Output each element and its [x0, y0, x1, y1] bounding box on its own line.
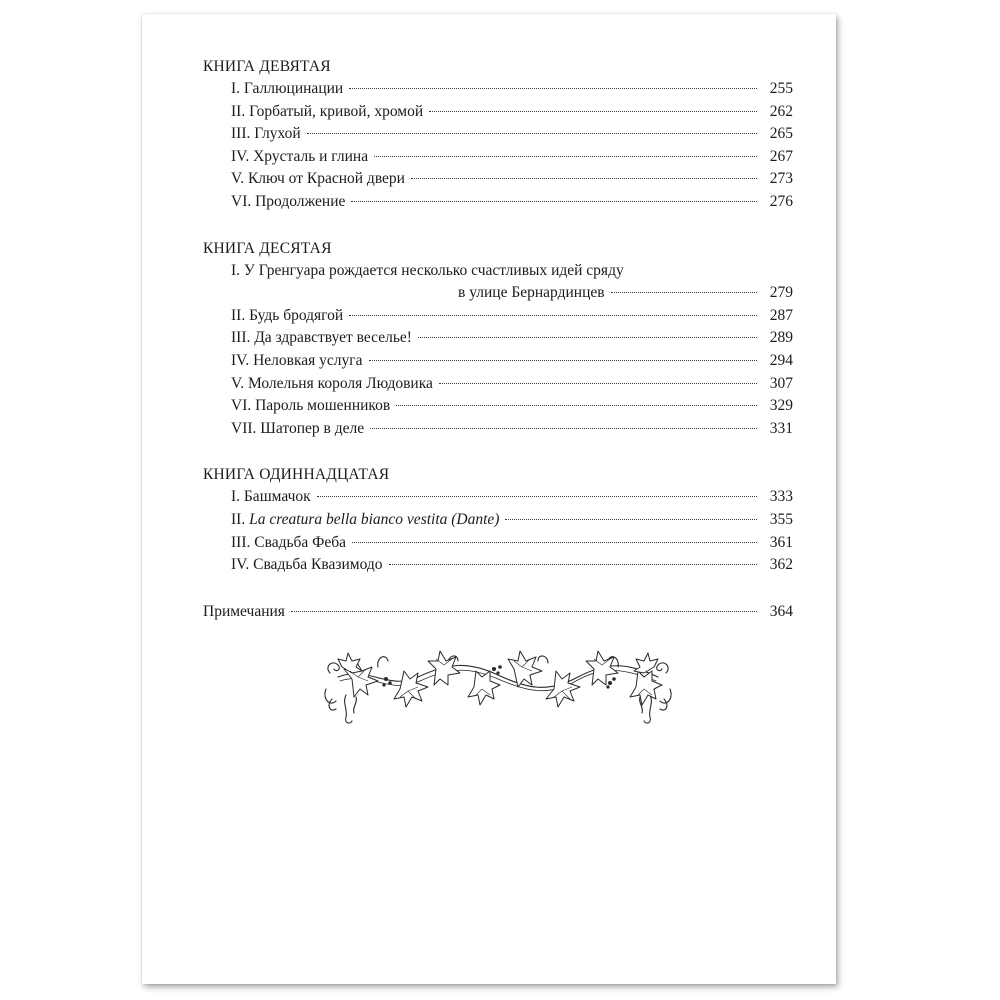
toc-entry [203, 191, 793, 214]
page-number: 355 [769, 510, 793, 528]
toc-entry [203, 168, 793, 191]
vine-ornament-icon [318, 639, 678, 734]
dot-leader [317, 496, 757, 497]
chapter-title: VI. Продолжение [231, 192, 346, 210]
page-number: 307 [769, 374, 793, 392]
notes-section [203, 601, 793, 624]
dot-leader [351, 201, 757, 202]
toc-entry [203, 418, 793, 441]
page-number: 289 [769, 329, 793, 347]
toc-entry [203, 305, 793, 328]
page-number: 294 [769, 351, 793, 369]
toc-entry [203, 486, 793, 509]
page-number: 279 [769, 284, 793, 302]
chapter-title: IV. Свадьба Квазимодо [231, 556, 383, 574]
dot-leader [307, 133, 757, 134]
chapter-title: I. У Гренгуара рождается несколько счастливых идей сряду [231, 261, 624, 279]
dot-leader [611, 292, 757, 293]
dot-leader [374, 156, 757, 157]
chapter-title: III. Глухой [231, 125, 301, 143]
chapter-title: II. Будь бродягой [231, 306, 344, 324]
dot-leader [439, 383, 757, 384]
notes-title: Примечания [203, 602, 285, 620]
page-number: 362 [769, 556, 793, 574]
toc-entry [203, 282, 793, 305]
toc-entry [203, 350, 793, 373]
toc-entry [203, 554, 793, 577]
page-number: 364 [769, 602, 793, 620]
book-title: КНИГА ДЕСЯТАЯ [203, 239, 332, 257]
book-page [142, 14, 836, 984]
toc-entry [203, 327, 793, 350]
toc-entry [203, 78, 793, 101]
dot-leader [370, 428, 757, 429]
page-number: 329 [769, 397, 793, 415]
chapter-title: VI. Пароль мошенников [231, 397, 391, 415]
book-title: КНИГА ОДИННАДЦАТАЯ [203, 466, 390, 484]
chapter-title: V. Молельня короля Людовика [231, 374, 433, 392]
chapter-title: III. Да здравствует веселье! [231, 329, 412, 347]
toc-entry [203, 373, 793, 396]
chapter-title: I. Галлюцинации [231, 80, 344, 97]
toc-entry [203, 509, 793, 532]
toc-entry [203, 601, 793, 624]
page-number: 287 [769, 306, 793, 324]
chapter-title [231, 509, 499, 532]
dot-leader [349, 88, 757, 89]
dot-leader [411, 178, 757, 179]
page-number: 333 [769, 488, 793, 506]
table-of-contents [203, 56, 793, 623]
chapter-title: III. Свадьба Феба [231, 533, 347, 551]
page-number: 265 [769, 125, 793, 143]
book-section-11 [203, 464, 793, 576]
chapter-title-italic: La creatura bella bianco vestita (Dante) [249, 510, 500, 528]
page-number: 262 [769, 102, 793, 120]
dot-leader [389, 564, 757, 565]
dot-leader [349, 315, 757, 316]
page-number: 331 [769, 419, 793, 437]
chapter-title: II. Горбатый, кривой, хромой [231, 102, 424, 120]
book-section-10 [203, 238, 793, 441]
page-number: 276 [769, 192, 793, 210]
page-number: 255 [769, 80, 793, 97]
book-title: КНИГА ДЕВЯТАЯ [203, 58, 331, 75]
chapter-numeral: II. [231, 510, 246, 528]
dot-leader [418, 337, 757, 338]
dot-leader [369, 360, 757, 361]
toc-entry [203, 123, 793, 146]
page-number: 361 [769, 533, 793, 551]
chapter-title: IV. Неловкая услуга [231, 351, 363, 369]
dot-leader [352, 542, 757, 543]
toc-entry [203, 101, 793, 124]
dot-leader [396, 405, 757, 406]
chapter-title: I. Башмачок [231, 488, 311, 506]
page-number: 267 [769, 147, 793, 165]
chapter-title-continuation: в улице Бернардинцев [458, 284, 605, 302]
dot-leader [505, 519, 757, 520]
page-number: 273 [769, 170, 793, 188]
chapter-title: V. Ключ от Красной двери [231, 170, 405, 188]
toc-entry [203, 146, 793, 169]
book-section-9 [203, 56, 793, 214]
toc-entry [203, 532, 793, 555]
dot-leader [291, 611, 757, 612]
chapter-title: VII. Шатопер в деле [231, 419, 365, 437]
toc-entry [203, 395, 793, 418]
dot-leader [429, 111, 757, 112]
chapter-title: IV. Хрусталь и глина [231, 147, 369, 165]
